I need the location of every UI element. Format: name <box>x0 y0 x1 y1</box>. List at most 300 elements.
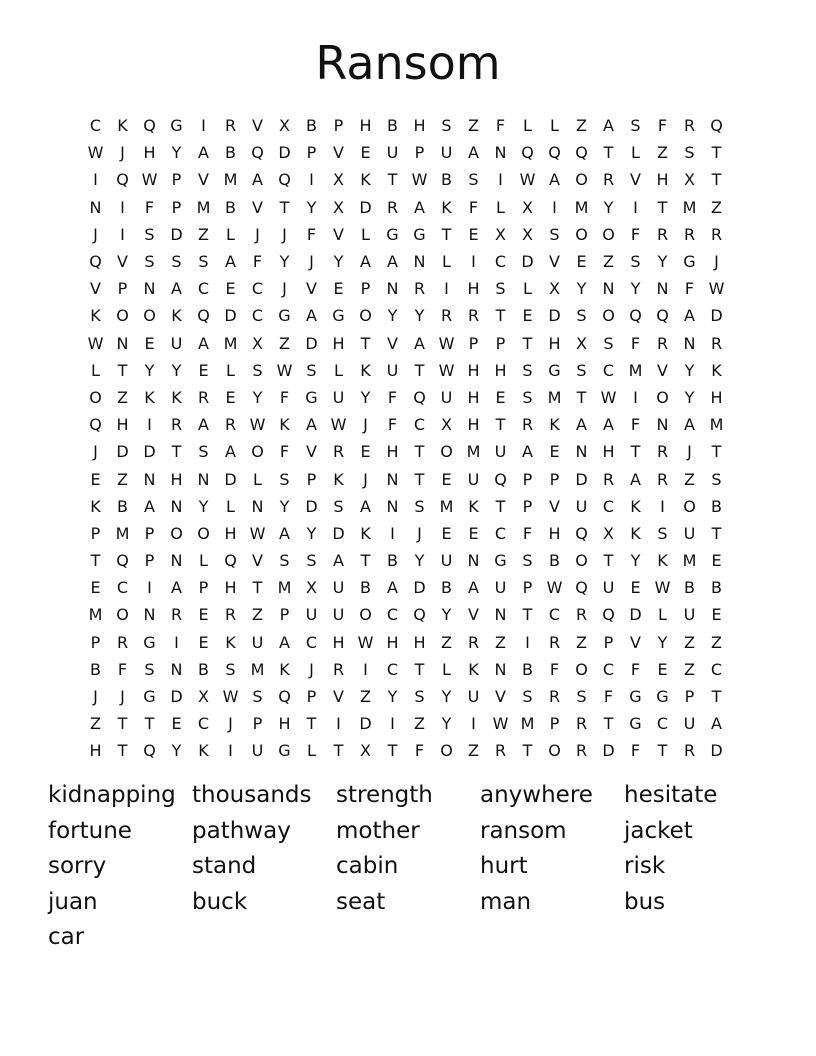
grid-letter[interactable]: V <box>549 252 560 272</box>
grid-letter[interactable]: S <box>495 279 506 299</box>
grid-letter[interactable]: R <box>440 306 453 326</box>
grid-letter[interactable]: R <box>683 116 696 136</box>
grid-letter[interactable]: T <box>414 442 425 462</box>
grid-letter[interactable]: O <box>548 741 561 761</box>
grid-letter[interactable]: C <box>251 306 264 326</box>
grid-letter[interactable]: R <box>224 605 237 625</box>
grid-letter[interactable]: M <box>250 659 265 679</box>
grid-letter[interactable]: B <box>387 551 398 571</box>
grid-letter[interactable]: Y <box>306 523 317 543</box>
grid-letter[interactable]: E <box>171 714 182 734</box>
grid-letter[interactable]: A <box>225 252 236 272</box>
grid-letter[interactable]: S <box>333 496 344 516</box>
grid-letter[interactable]: I <box>147 415 152 435</box>
grid-letter[interactable]: I <box>390 523 395 543</box>
grid-letter[interactable]: W <box>519 170 536 190</box>
grid-letter[interactable]: V <box>252 197 263 217</box>
grid-letter[interactable]: P <box>495 333 506 353</box>
grid-letter[interactable]: U <box>332 605 345 625</box>
grid-letter[interactable]: M <box>682 551 697 571</box>
grid-letter[interactable]: Y <box>441 714 452 734</box>
grid-letter[interactable]: R <box>332 442 345 462</box>
grid-letter[interactable]: T <box>495 306 506 326</box>
grid-letter[interactable]: V <box>198 170 209 190</box>
grid-letter[interactable]: R <box>413 279 426 299</box>
grid-letter[interactable]: W <box>357 632 374 652</box>
grid-letter[interactable]: L <box>496 197 505 217</box>
grid-letter[interactable]: K <box>225 632 236 652</box>
grid-letter[interactable]: C <box>656 714 669 734</box>
grid-letter[interactable]: Z <box>576 116 587 136</box>
grid-letter[interactable]: M <box>682 197 697 217</box>
grid-letter[interactable]: J <box>309 659 314 679</box>
grid-letter[interactable]: Y <box>171 741 182 761</box>
grid-letter[interactable]: J <box>93 687 98 707</box>
grid-letter[interactable]: P <box>603 632 614 652</box>
grid-letter[interactable]: M <box>628 360 643 380</box>
grid-letter[interactable]: B <box>198 659 209 679</box>
grid-letter[interactable]: S <box>522 360 533 380</box>
grid-letter[interactable]: E <box>198 360 209 380</box>
grid-letter[interactable]: J <box>714 252 719 272</box>
grid-letter[interactable]: O <box>575 551 588 571</box>
grid-letter[interactable]: S <box>630 252 641 272</box>
grid-letter[interactable]: N <box>170 496 183 516</box>
grid-letter[interactable]: L <box>523 116 532 136</box>
grid-letter[interactable]: I <box>390 714 395 734</box>
grid-letter[interactable]: T <box>711 143 722 163</box>
grid-letter[interactable]: U <box>494 442 507 462</box>
grid-letter[interactable]: F <box>522 523 533 543</box>
grid-letter[interactable]: U <box>683 714 696 734</box>
grid-letter[interactable]: L <box>550 116 559 136</box>
grid-letter[interactable]: H <box>386 442 399 462</box>
grid-letter[interactable]: N <box>143 605 156 625</box>
grid-letter[interactable]: G <box>629 714 642 734</box>
grid-letter[interactable]: A <box>387 578 398 598</box>
grid-letter[interactable]: X <box>360 741 371 761</box>
grid-letter[interactable]: P <box>252 714 263 734</box>
grid-letter[interactable]: L <box>658 605 667 625</box>
grid-letter[interactable]: P <box>171 197 182 217</box>
grid-letter[interactable]: V <box>630 632 641 652</box>
grid-letter[interactable]: O <box>440 442 453 462</box>
grid-letter[interactable]: A <box>414 333 425 353</box>
grid-letter[interactable]: R <box>602 170 615 190</box>
grid-letter[interactable]: Z <box>279 333 290 353</box>
grid-letter[interactable]: A <box>306 306 317 326</box>
grid-letter[interactable]: H <box>170 469 183 489</box>
grid-letter[interactable]: S <box>144 659 155 679</box>
grid-letter[interactable]: F <box>630 224 641 244</box>
grid-letter[interactable]: B <box>387 116 398 136</box>
grid-letter[interactable]: B <box>306 116 317 136</box>
grid-letter[interactable]: I <box>120 224 125 244</box>
grid-letter[interactable]: Q <box>251 143 264 163</box>
grid-letter[interactable]: L <box>226 360 235 380</box>
grid-letter[interactable]: Y <box>306 197 317 217</box>
grid-letter[interactable]: O <box>575 224 588 244</box>
grid-letter[interactable]: Y <box>441 605 452 625</box>
grid-letter[interactable]: S <box>414 496 425 516</box>
grid-letter[interactable]: T <box>387 741 398 761</box>
grid-letter[interactable]: W <box>654 578 671 598</box>
grid-letter[interactable]: V <box>306 442 317 462</box>
grid-letter[interactable]: U <box>467 469 480 489</box>
grid-letter[interactable]: E <box>441 523 452 543</box>
grid-letter[interactable]: H <box>224 523 237 543</box>
grid-letter[interactable]: G <box>305 387 318 407</box>
grid-letter[interactable]: M <box>547 387 562 407</box>
grid-letter[interactable]: K <box>360 170 371 190</box>
grid-letter[interactable]: R <box>224 415 237 435</box>
grid-letter[interactable]: X <box>522 197 533 217</box>
grid-letter[interactable]: U <box>251 632 264 652</box>
grid-letter[interactable]: A <box>603 116 614 136</box>
grid-letter[interactable]: F <box>495 116 506 136</box>
grid-letter[interactable]: M <box>196 197 211 217</box>
grid-letter[interactable]: T <box>630 442 641 462</box>
grid-letter[interactable]: S <box>522 687 533 707</box>
grid-letter[interactable]: B <box>549 551 560 571</box>
grid-letter[interactable]: C <box>602 496 615 516</box>
grid-letter[interactable]: T <box>711 170 722 190</box>
grid-letter[interactable]: B <box>711 496 722 516</box>
grid-letter[interactable]: V <box>333 143 344 163</box>
grid-letter[interactable]: N <box>602 279 615 299</box>
grid-letter[interactable]: S <box>414 687 425 707</box>
grid-letter[interactable]: N <box>575 442 588 462</box>
grid-letter[interactable]: R <box>548 632 561 652</box>
grid-letter[interactable]: K <box>144 387 155 407</box>
grid-letter[interactable]: T <box>171 442 182 462</box>
grid-letter[interactable]: H <box>467 415 480 435</box>
grid-letter[interactable]: I <box>633 387 638 407</box>
grid-letter[interactable]: J <box>120 687 125 707</box>
grid-letter[interactable]: P <box>522 496 533 516</box>
grid-letter[interactable]: P <box>306 687 317 707</box>
grid-letter[interactable]: P <box>90 632 101 652</box>
grid-letter[interactable]: S <box>252 687 263 707</box>
grid-letter[interactable]: O <box>575 170 588 190</box>
grid-letter[interactable]: N <box>656 279 669 299</box>
grid-letter[interactable]: J <box>363 469 368 489</box>
grid-letter[interactable]: K <box>468 659 479 679</box>
grid-letter[interactable]: N <box>170 659 183 679</box>
grid-letter[interactable]: M <box>709 415 724 435</box>
grid-letter[interactable]: Q <box>197 306 210 326</box>
grid-letter[interactable]: E <box>630 578 641 598</box>
grid-letter[interactable]: L <box>253 469 262 489</box>
grid-letter[interactable]: R <box>683 224 696 244</box>
grid-letter[interactable]: D <box>305 333 318 353</box>
grid-letter[interactable]: Y <box>387 687 398 707</box>
grid-letter[interactable]: C <box>197 279 210 299</box>
grid-letter[interactable]: W <box>276 360 293 380</box>
grid-letter[interactable]: N <box>494 659 507 679</box>
grid-letter[interactable]: A <box>387 252 398 272</box>
grid-letter[interactable]: L <box>307 741 316 761</box>
grid-letter[interactable]: S <box>306 360 317 380</box>
grid-letter[interactable]: S <box>468 170 479 190</box>
grid-letter[interactable]: T <box>657 197 668 217</box>
grid-letter[interactable]: H <box>89 741 102 761</box>
grid-letter[interactable]: Y <box>360 387 371 407</box>
grid-letter[interactable]: R <box>548 687 561 707</box>
grid-letter[interactable]: A <box>711 714 722 734</box>
grid-letter[interactable]: K <box>468 496 479 516</box>
grid-letter[interactable]: V <box>387 333 398 353</box>
grid-letter[interactable]: K <box>279 659 290 679</box>
grid-letter[interactable]: D <box>602 741 615 761</box>
grid-letter[interactable]: P <box>306 143 317 163</box>
grid-letter[interactable]: X <box>333 170 344 190</box>
grid-letter[interactable]: G <box>548 360 561 380</box>
grid-letter[interactable]: B <box>225 197 236 217</box>
grid-letter[interactable]: Y <box>441 687 452 707</box>
grid-letter[interactable]: Q <box>710 116 723 136</box>
grid-letter[interactable]: F <box>630 333 641 353</box>
grid-letter[interactable]: I <box>93 170 98 190</box>
grid-letter[interactable]: F <box>279 442 290 462</box>
grid-letter[interactable]: A <box>198 333 209 353</box>
grid-letter[interactable]: T <box>576 387 587 407</box>
grid-letter[interactable]: E <box>198 605 209 625</box>
grid-letter[interactable]: Z <box>90 714 101 734</box>
grid-letter[interactable]: R <box>656 442 669 462</box>
grid-letter[interactable]: T <box>603 143 614 163</box>
grid-letter[interactable]: U <box>332 387 345 407</box>
grid-letter[interactable]: T <box>522 605 533 625</box>
grid-letter[interactable]: E <box>333 279 344 299</box>
grid-letter[interactable]: K <box>549 415 560 435</box>
grid-letter[interactable]: J <box>282 279 287 299</box>
grid-letter[interactable]: P <box>279 605 290 625</box>
grid-letter[interactable]: D <box>548 306 561 326</box>
grid-letter[interactable]: H <box>710 387 723 407</box>
grid-letter[interactable]: L <box>361 224 370 244</box>
grid-letter[interactable]: Y <box>603 197 614 217</box>
grid-letter[interactable]: E <box>360 143 371 163</box>
grid-letter[interactable]: F <box>468 197 479 217</box>
grid-letter[interactable]: L <box>523 279 532 299</box>
grid-letter[interactable]: T <box>657 741 668 761</box>
grid-letter[interactable]: O <box>602 306 615 326</box>
grid-letter[interactable]: T <box>522 741 533 761</box>
grid-letter[interactable]: H <box>467 360 480 380</box>
grid-letter[interactable]: J <box>120 143 125 163</box>
grid-letter[interactable]: R <box>116 632 129 652</box>
grid-letter[interactable]: F <box>630 659 641 679</box>
grid-letter[interactable]: S <box>144 252 155 272</box>
grid-letter[interactable]: O <box>116 605 129 625</box>
grid-letter[interactable]: Y <box>657 632 668 652</box>
grid-letter[interactable]: P <box>333 116 344 136</box>
grid-letter[interactable]: H <box>467 279 480 299</box>
grid-letter[interactable]: O <box>602 224 615 244</box>
grid-letter[interactable]: B <box>225 143 236 163</box>
grid-letter[interactable]: T <box>279 197 290 217</box>
grid-letter[interactable]: X <box>495 224 506 244</box>
grid-letter[interactable]: C <box>251 279 264 299</box>
grid-letter[interactable]: W <box>546 578 563 598</box>
grid-letter[interactable]: R <box>332 659 345 679</box>
grid-letter[interactable]: U <box>467 687 480 707</box>
grid-letter[interactable]: K <box>117 116 128 136</box>
grid-letter[interactable]: E <box>657 659 668 679</box>
grid-letter[interactable]: J <box>255 224 260 244</box>
grid-letter[interactable]: I <box>174 632 179 652</box>
grid-letter[interactable]: S <box>576 306 587 326</box>
grid-letter[interactable]: U <box>332 578 345 598</box>
grid-letter[interactable]: N <box>467 551 480 571</box>
grid-letter[interactable]: U <box>386 143 399 163</box>
grid-letter[interactable]: T <box>117 741 128 761</box>
grid-letter[interactable]: O <box>359 306 372 326</box>
grid-letter[interactable]: E <box>468 523 479 543</box>
grid-letter[interactable]: W <box>87 143 104 163</box>
grid-letter[interactable]: T <box>117 360 128 380</box>
grid-letter[interactable]: S <box>144 224 155 244</box>
grid-letter[interactable]: Y <box>144 360 155 380</box>
grid-letter[interactable]: L <box>199 551 208 571</box>
grid-letter[interactable]: C <box>197 714 210 734</box>
grid-letter[interactable]: E <box>711 551 722 571</box>
grid-letter[interactable]: T <box>144 714 155 734</box>
grid-letter[interactable]: Q <box>89 252 102 272</box>
grid-letter[interactable]: A <box>360 252 371 272</box>
grid-letter[interactable]: E <box>576 252 587 272</box>
grid-letter[interactable]: U <box>683 523 696 543</box>
grid-letter[interactable]: A <box>549 170 560 190</box>
grid-letter[interactable]: C <box>548 605 561 625</box>
grid-letter[interactable]: Q <box>224 551 237 571</box>
grid-letter[interactable]: D <box>143 442 156 462</box>
grid-letter[interactable]: H <box>116 415 129 435</box>
grid-letter[interactable]: P <box>144 551 155 571</box>
grid-letter[interactable]: V <box>90 279 101 299</box>
grid-letter[interactable]: I <box>120 197 125 217</box>
grid-letter[interactable]: H <box>332 333 345 353</box>
grid-letter[interactable]: P <box>468 333 479 353</box>
grid-letter[interactable]: F <box>117 659 128 679</box>
grid-letter[interactable]: F <box>414 741 425 761</box>
grid-letter[interactable]: V <box>630 170 641 190</box>
grid-letter[interactable]: Q <box>413 605 426 625</box>
grid-letter[interactable]: T <box>252 578 263 598</box>
grid-letter[interactable]: D <box>710 741 723 761</box>
grid-letter[interactable]: K <box>630 496 641 516</box>
grid-letter[interactable]: R <box>386 197 399 217</box>
grid-letter[interactable]: R <box>656 224 669 244</box>
grid-letter[interactable]: K <box>333 469 344 489</box>
grid-letter[interactable]: Q <box>629 306 642 326</box>
grid-letter[interactable]: X <box>603 523 614 543</box>
grid-letter[interactable]: H <box>467 387 480 407</box>
grid-letter[interactable]: K <box>90 306 101 326</box>
grid-letter[interactable]: N <box>386 279 399 299</box>
grid-letter[interactable]: E <box>225 279 236 299</box>
grid-letter[interactable]: S <box>711 469 722 489</box>
grid-letter[interactable]: R <box>710 224 723 244</box>
grid-letter[interactable]: A <box>468 578 479 598</box>
grid-letter[interactable]: M <box>520 714 535 734</box>
grid-letter[interactable]: B <box>684 578 695 598</box>
grid-letter[interactable]: Y <box>414 551 425 571</box>
grid-letter[interactable]: A <box>144 496 155 516</box>
grid-letter[interactable]: L <box>442 252 451 272</box>
grid-letter[interactable]: C <box>602 659 615 679</box>
grid-letter[interactable]: Z <box>495 632 506 652</box>
grid-letter[interactable]: N <box>89 197 102 217</box>
grid-letter[interactable]: E <box>522 306 533 326</box>
grid-letter[interactable]: Y <box>630 551 641 571</box>
grid-letter[interactable]: T <box>117 714 128 734</box>
grid-letter[interactable]: G <box>494 551 507 571</box>
grid-letter[interactable]: H <box>143 143 156 163</box>
grid-letter[interactable]: A <box>198 143 209 163</box>
grid-letter[interactable]: R <box>575 714 588 734</box>
grid-letter[interactable]: D <box>170 687 183 707</box>
grid-letter[interactable]: F <box>252 252 263 272</box>
grid-letter[interactable]: G <box>656 687 669 707</box>
grid-letter[interactable]: L <box>442 659 451 679</box>
grid-letter[interactable]: V <box>657 360 668 380</box>
grid-letter[interactable]: V <box>252 116 263 136</box>
grid-letter[interactable]: W <box>222 687 239 707</box>
grid-letter[interactable]: K <box>360 523 371 543</box>
grid-letter[interactable]: S <box>657 523 668 543</box>
grid-letter[interactable]: T <box>360 333 371 353</box>
grid-letter[interactable]: H <box>278 714 291 734</box>
grid-letter[interactable]: O <box>440 741 453 761</box>
grid-letter[interactable]: Z <box>711 197 722 217</box>
grid-letter[interactable]: Y <box>630 279 641 299</box>
grid-letter[interactable]: Q <box>575 578 588 598</box>
grid-letter[interactable]: F <box>387 415 398 435</box>
grid-letter[interactable]: E <box>468 224 479 244</box>
grid-letter[interactable]: D <box>224 306 237 326</box>
grid-letter[interactable]: B <box>117 496 128 516</box>
grid-letter[interactable]: U <box>305 605 318 625</box>
grid-letter[interactable]: X <box>576 333 587 353</box>
grid-letter[interactable]: S <box>549 224 560 244</box>
grid-letter[interactable]: Q <box>602 605 615 625</box>
grid-letter[interactable]: V <box>252 551 263 571</box>
grid-letter[interactable]: I <box>201 116 206 136</box>
grid-letter[interactable]: A <box>468 143 479 163</box>
grid-letter[interactable]: D <box>170 224 183 244</box>
grid-letter[interactable]: F <box>657 116 668 136</box>
grid-letter[interactable]: Q <box>278 170 291 190</box>
grid-letter[interactable]: L <box>91 360 100 380</box>
grid-letter[interactable]: S <box>279 469 290 489</box>
grid-letter[interactable]: A <box>522 442 533 462</box>
grid-letter[interactable]: B <box>522 659 533 679</box>
grid-letter[interactable]: P <box>144 523 155 543</box>
grid-letter[interactable]: H <box>494 360 507 380</box>
grid-letter[interactable]: P <box>117 279 128 299</box>
grid-letter[interactable]: N <box>197 469 210 489</box>
grid-letter[interactable]: P <box>360 279 371 299</box>
grid-letter[interactable]: M <box>223 333 238 353</box>
grid-letter[interactable]: X <box>279 116 290 136</box>
grid-letter[interactable]: R <box>656 333 669 353</box>
grid-letter[interactable]: Q <box>575 143 588 163</box>
grid-letter[interactable]: H <box>548 523 561 543</box>
grid-letter[interactable]: V <box>306 279 317 299</box>
grid-letter[interactable]: W <box>438 333 455 353</box>
